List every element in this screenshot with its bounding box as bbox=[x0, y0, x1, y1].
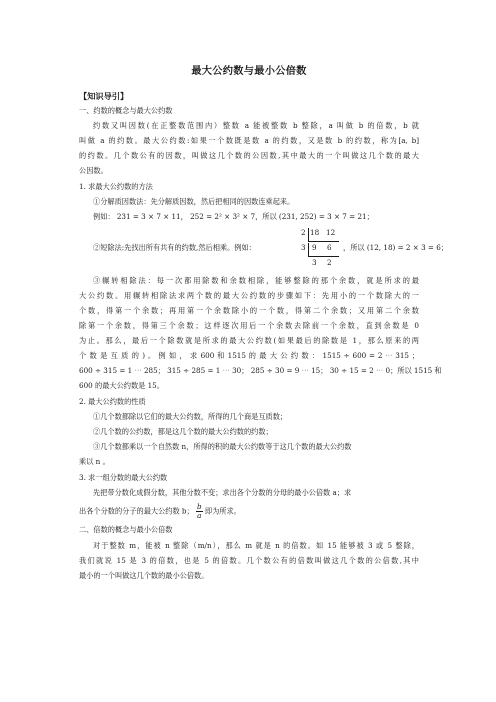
paragraph-1-line-3: 的约数。几个数公有的因数，叫做这几个数的公因数,其中最大的一个叫做这几个数的最大 bbox=[79, 151, 419, 160]
fraction-b-over-a bbox=[196, 503, 203, 520]
short-div-bracket-1 bbox=[308, 228, 339, 242]
method-3-line-1: 先把带分数化成假分数，其他分数不变；求出各个分数的分母的最小公倍数 a；求 bbox=[93, 488, 352, 497]
short-div-row2-divisor: 3 bbox=[301, 243, 306, 252]
method-1-3-line-7: 600 ÷ 315 = 1 ⋯ 285； 315 ÷ 285 = 1 ⋯ 30； 285 ÷ 30 = 9 ⋯ 15； 30 ÷ 15 = 2 ⋯ 0；所以 1515 和 bbox=[79, 366, 442, 375]
method-3-line-2 bbox=[79, 503, 241, 520]
short-div-row3-b: 2 bbox=[327, 258, 332, 267]
section-heading: 【知识导引】 bbox=[79, 91, 129, 101]
method-2-title: 2. 最大公约数的性质 bbox=[79, 397, 146, 406]
fraction-denominator: a bbox=[197, 511, 202, 520]
method-1-3-line-4: 除第一个余数，得第三个余数；这样逐次用后一个余数去除前一个余数，直到余数是 0 bbox=[79, 321, 419, 330]
paragraph-2-line-1: 对于整数 m，能被 n 整除（m/n），那么 m 就是 n 的倍数。如 15 能够被 3 或 5 整除， bbox=[93, 541, 419, 550]
short-div-row3-a: 3 bbox=[312, 258, 317, 267]
short-div-row2-a: 9 bbox=[312, 243, 317, 252]
short-div-row1-divisor: 2 bbox=[301, 228, 306, 237]
method-1-2: ②短除法:先找出所有共有的约数,然后相乘。例如： bbox=[93, 243, 256, 252]
fraction-numerator: b bbox=[197, 502, 202, 511]
paragraph-2-line-2: 我们就说 15 是 3 的倍数，也是 5 的倍数。几个数公有的倍数叫做这几个数的公倍数,其中 bbox=[79, 556, 419, 565]
method-1-3-line-2: 大公约数。用辗转相除法求两个数的最大公约数的步骤如下：先用小的一个数除大的一 bbox=[79, 291, 419, 300]
method-3-line-2-tail: 即为所求。 bbox=[204, 506, 241, 516]
method-1-3-line-3: 个数，得第一个余数；再用第一个余数除小的一个数，得第二个余数；又用第二个余数 bbox=[79, 306, 419, 315]
paragraph-1-line-4: 公因数。 bbox=[79, 166, 108, 175]
short-div-bracket-2 bbox=[308, 243, 339, 257]
page-title: 最大公约数与最小公倍数 bbox=[191, 66, 307, 77]
example-factorization: 例如： 231 = 3 × 7 × 11， 252 = 2² × 3² × 7，所以 (231, 252) = 3 × 7 = 21； bbox=[93, 212, 374, 221]
method-3-title: 3. 求一组分数的最大公约数 bbox=[79, 473, 168, 482]
property-3-tail: 乘以 n 。 bbox=[79, 457, 110, 466]
short-div-row1-b: 12 bbox=[326, 228, 336, 237]
property-3: ③几个数都乘以一个自然数 n，所得的积的最大公约数等于这几个数的最大公约数 bbox=[93, 442, 352, 451]
method-1-title: 1. 求最大公约数的方法 bbox=[79, 182, 153, 191]
method-1-3-line-1: ③辗转相除法：每一次都用除数和余数相除，能够整除的那个余数，就是所求的最 bbox=[93, 276, 419, 285]
property-1: ①几个数都除以它们的最大公约数，所得的几个商是互质数； bbox=[93, 412, 288, 421]
short-div-row2-b: 6 bbox=[327, 243, 332, 252]
short-div-row1-a: 18 bbox=[310, 228, 320, 237]
method-1-3-line-8: 600 的最大公约数是 15。 bbox=[79, 381, 164, 390]
property-2: ②几个数的公约数，都是这几个数的最大公约数的约数； bbox=[93, 427, 273, 436]
paragraph-1-line-2: 叫做 a 的约数。最大公约数:如果一个数既是数 a 的约数，又是数 b 的约数，称为[a, b] bbox=[79, 136, 419, 145]
method-1-1: ①分解质因数法：先分解质因数，然后把相同的因数连乘起来。 bbox=[93, 197, 295, 206]
section-title-1: 一、约数的概念与最大公约数 bbox=[79, 106, 173, 115]
paragraph-2-line-3: 最小的一个叫做这几个数的最小公倍数。 bbox=[79, 571, 209, 580]
method-1-3-line-5: 为止。那么，最后一个除数就是所求的最大公约数(如果最后的除数是 1，那么原来的两 bbox=[79, 336, 419, 345]
method-1-2-result: ，所以 (12, 18) = 2 × 3 = 6； bbox=[343, 243, 448, 252]
method-3-line-2-text: 出各个分数的分子的最大公约数 b； bbox=[79, 506, 194, 516]
paragraph-1-line-1: 约数又叫因数(在正整数范围内）整数 a 能被整数 b 整除，a 叫做 b 的倍数，b 就 bbox=[93, 121, 419, 130]
method-1-3-line-6: 个 数 是 互 质 的 ) 。 例 如 ， 求 600 和 1515 的 最 大 公 约 数 ： 1515 ÷ 600 = 2 ⋯ 315 ； bbox=[79, 351, 419, 360]
section-title-2: 二、倍数的概念与最小公倍数 bbox=[79, 525, 173, 534]
